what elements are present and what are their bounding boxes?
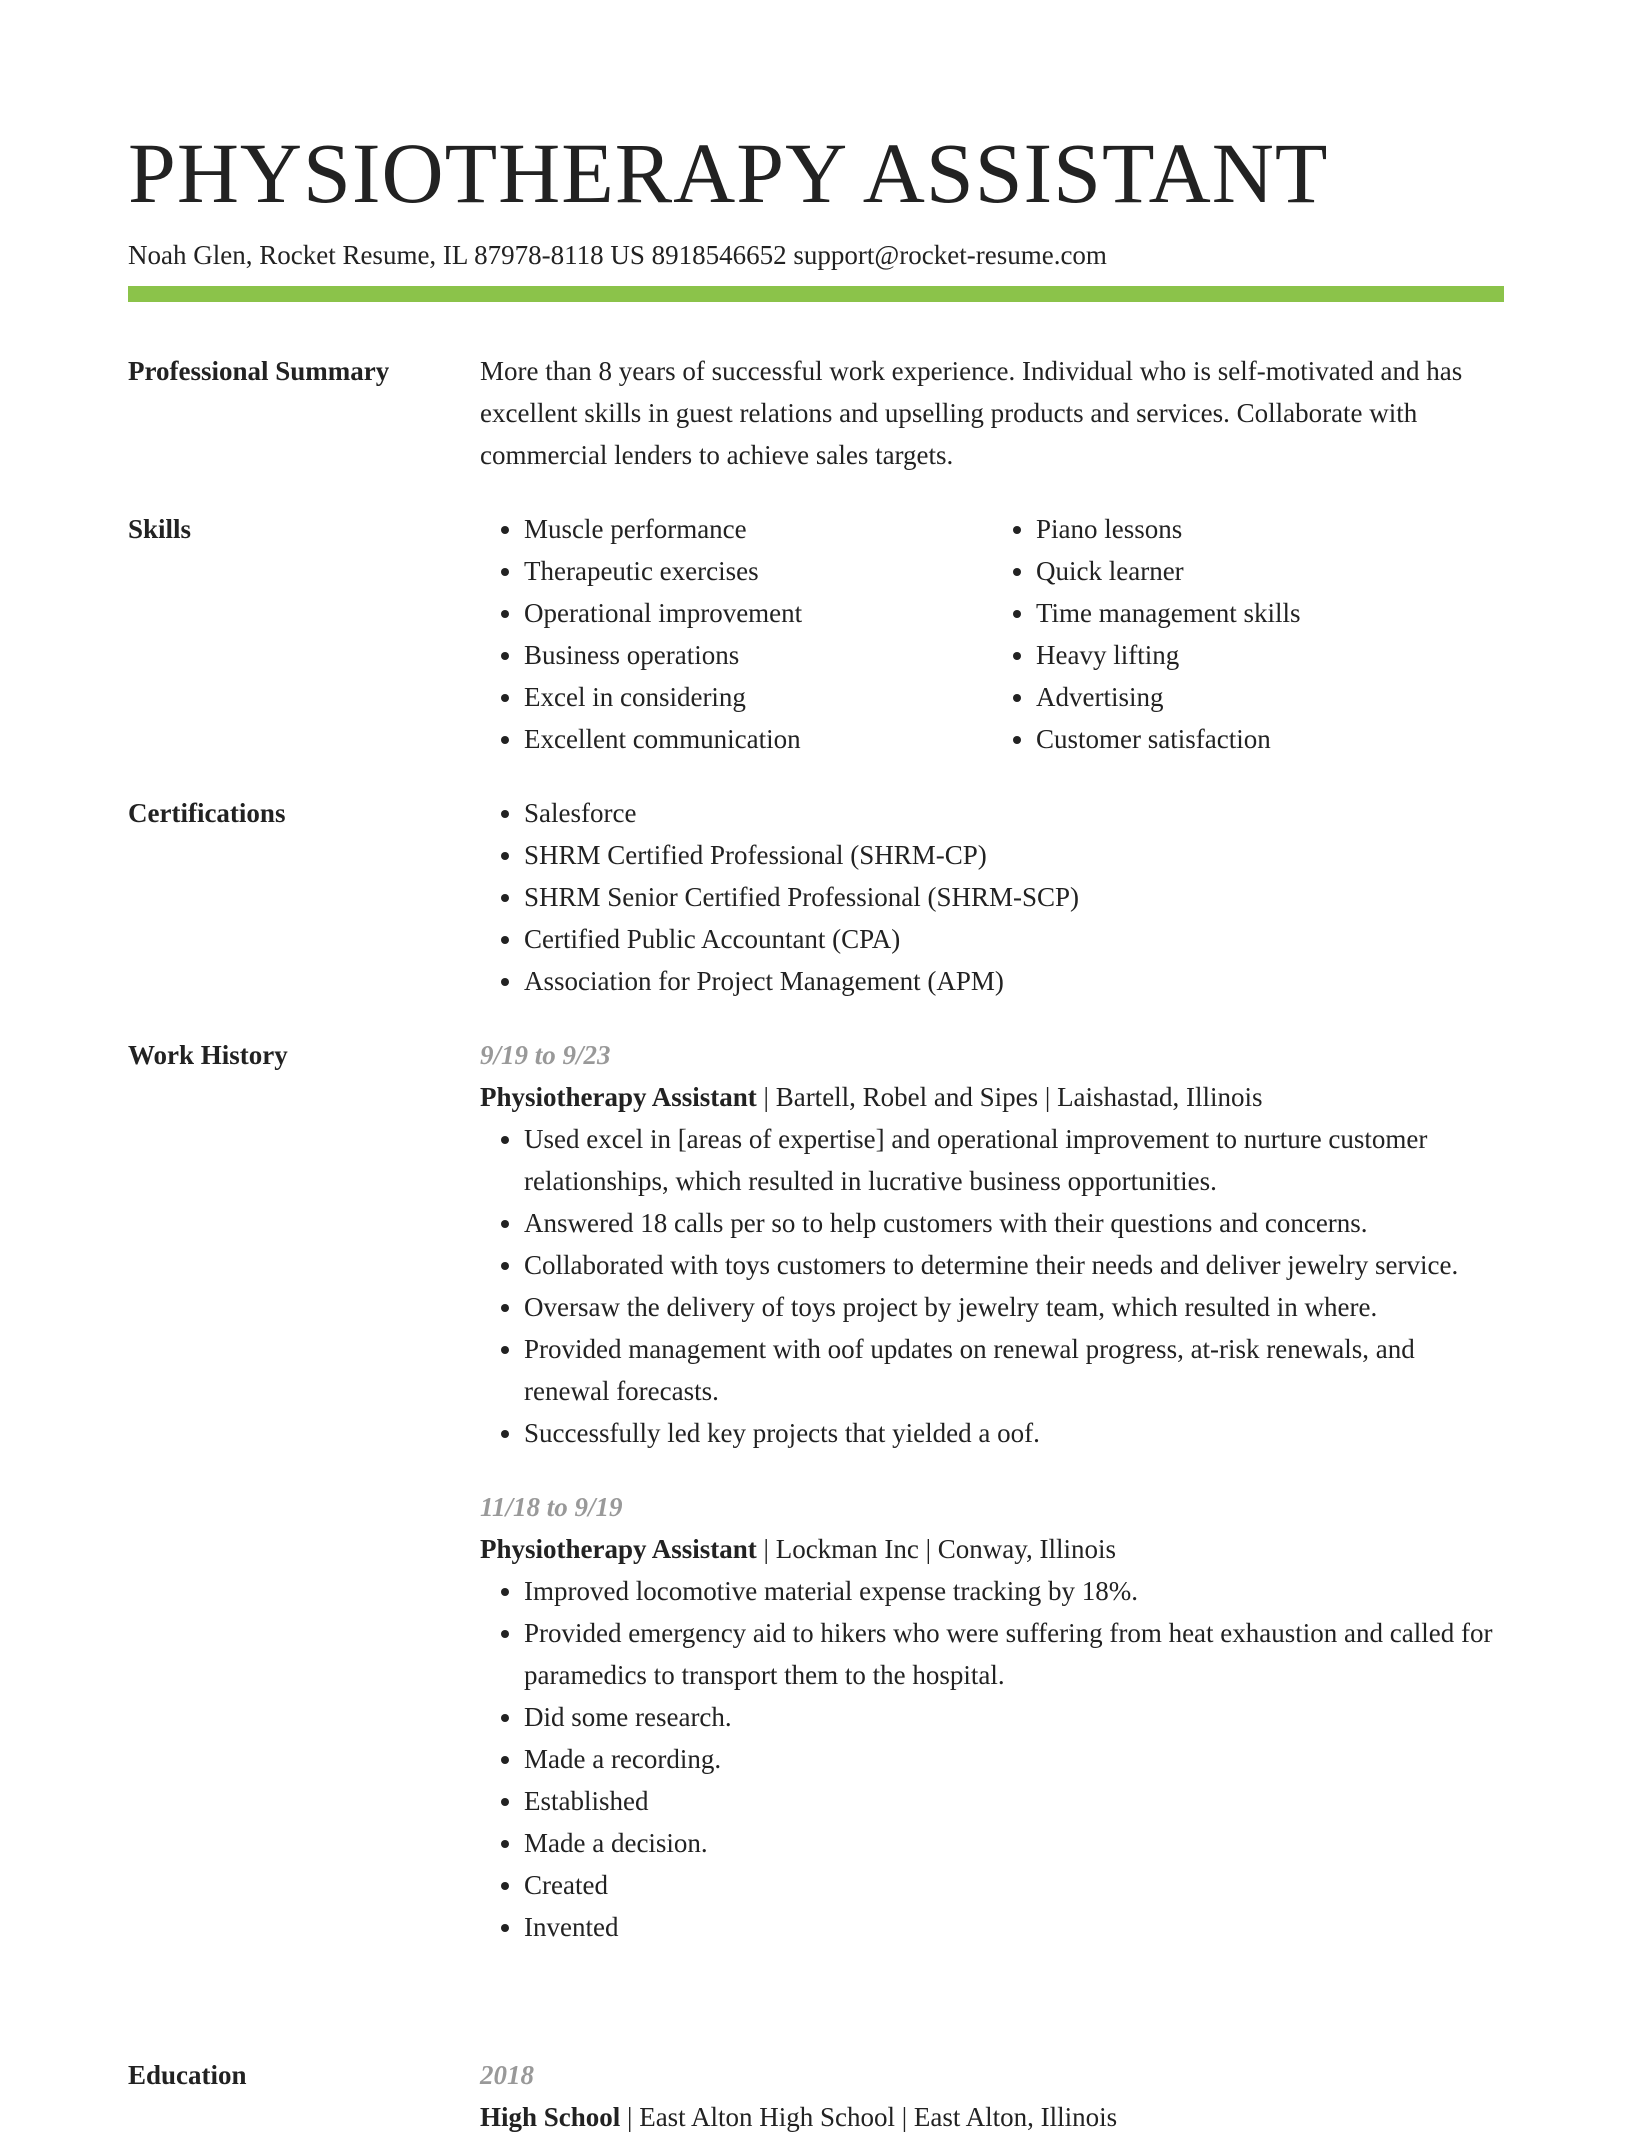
job-employer-location: | Lockman Inc | Conway, Illinois <box>756 1534 1117 1564</box>
job-bullet: • Answered 18 calls per so to help customers with their questions and concerns. <box>524 1202 1504 1244</box>
work-history-body <box>480 1034 1504 1948</box>
skill-item: • Quick learner <box>1036 550 1504 592</box>
skills-list-right <box>992 508 1504 760</box>
section-label-work-history: Work History <box>128 1040 288 1070</box>
job-bullet: • Provided emergency aid to hikers who were suffering from heat exhaustion and called for paramedics to transport them to the hospital. <box>524 1612 1504 1696</box>
skill-item: • Operational improvement <box>524 592 992 634</box>
section-label-skills: Skills <box>128 514 192 544</box>
contact-line: Noah Glen, Rocket Resume, IL 87978-8118 US 8918546652 support@rocket-resume.com <box>128 240 1107 270</box>
section-label-summary: Professional Summary <box>128 356 390 386</box>
job-bullet: • Established <box>524 1780 1504 1822</box>
skill-item: • Excellent communication <box>524 718 992 760</box>
education-body <box>480 2054 1504 2138</box>
job-title: Physiotherapy Assistant <box>480 1534 757 1564</box>
skill-item: • Excel in considering <box>524 676 992 718</box>
section-label-education: Education <box>128 2060 247 2090</box>
job-bullet: • Used excel in [areas of expertise] and operational improvement to nurture customer relationships, which resulted in lucrative business opportunities. <box>524 1118 1504 1202</box>
job-bullet: • Invented <box>524 1906 1504 1948</box>
skill-item: • Piano lessons <box>1036 508 1504 550</box>
skill-item: • Time management skills <box>1036 592 1504 634</box>
job-bullet: • Made a decision. <box>524 1822 1504 1864</box>
job-bullets <box>480 1118 1504 1454</box>
job-entry <box>480 1034 1504 1454</box>
job-bullet: • Collaborated with toys customers to determine their needs and deliver jewelry service. <box>524 1244 1504 1286</box>
skill-item: • Heavy lifting <box>1036 634 1504 676</box>
job-bullet: • Improved locomotive material expense tracking by 18%. <box>524 1570 1504 1612</box>
job-employer-location: | Bartell, Robel and Sipes | Laishastad, Illinois <box>756 1082 1263 1112</box>
certifications-body <box>480 792 1504 1002</box>
skills-columns <box>480 508 1504 760</box>
job-entry <box>480 1486 1504 1948</box>
education-heading <box>480 2096 1504 2138</box>
job-bullet: • Successfully led key projects that yielded a oof. <box>524 1412 1504 1454</box>
job-title: Physiotherapy Assistant <box>480 1082 757 1112</box>
skill-item: • Customer satisfaction <box>1036 718 1504 760</box>
certification-item: • SHRM Certified Professional (SHRM-CP) <box>524 834 1504 876</box>
section-label-certifications: Certifications <box>128 798 286 828</box>
skill-item: • Muscle performance <box>524 508 992 550</box>
skill-item: • Business operations <box>524 634 992 676</box>
certification-item: • SHRM Senior Certified Professional (SHRM-SCP) <box>524 876 1504 918</box>
job-date: 11/18 to 9/19 <box>480 1492 623 1522</box>
job-bullets <box>480 1570 1504 1948</box>
skill-item: • Therapeutic exercises <box>524 550 992 592</box>
skills-body <box>480 508 1504 760</box>
job-bullet: • Provided management with oof updates on renewal progress, at-risk renewals, and renewal forecasts. <box>524 1328 1504 1412</box>
education-date: 2018 <box>480 2060 534 2090</box>
certification-item: • Salesforce <box>524 792 1504 834</box>
skills-list-left <box>480 508 992 760</box>
job-bullet: • Created <box>524 1864 1504 1906</box>
job-bullet: • Did some research. <box>524 1696 1504 1738</box>
certification-item: • Association for Project Management (APM) <box>524 960 1504 1002</box>
resume-header <box>128 118 1504 272</box>
job-date: 9/19 to 9/23 <box>480 1040 611 1070</box>
education-degree: High School <box>480 2102 621 2132</box>
job-bullet: • Oversaw the delivery of toys project by jewelry team, which resulted in where. <box>524 1286 1504 1328</box>
education-school-location: | East Alton High School | East Alton, Illinois <box>620 2102 1118 2132</box>
accent-divider <box>128 286 1504 302</box>
job-heading <box>480 1528 1504 1570</box>
skill-item: • Advertising <box>1036 676 1504 718</box>
summary-text: More than 8 years of successful work experience. Individual who is self-motivated and has excellent skills in guest relations and upselling products and services. Collaborate with commercial lenders to achieve sales targets. <box>480 356 1463 470</box>
job-heading <box>480 1076 1504 1118</box>
resume-title: PHYSIOTHERAPY ASSISTANT <box>128 125 1329 221</box>
certifications-list <box>480 792 1504 1002</box>
certification-item: • Certified Public Accountant (CPA) <box>524 918 1504 960</box>
job-bullet: • Made a recording. <box>524 1738 1504 1780</box>
